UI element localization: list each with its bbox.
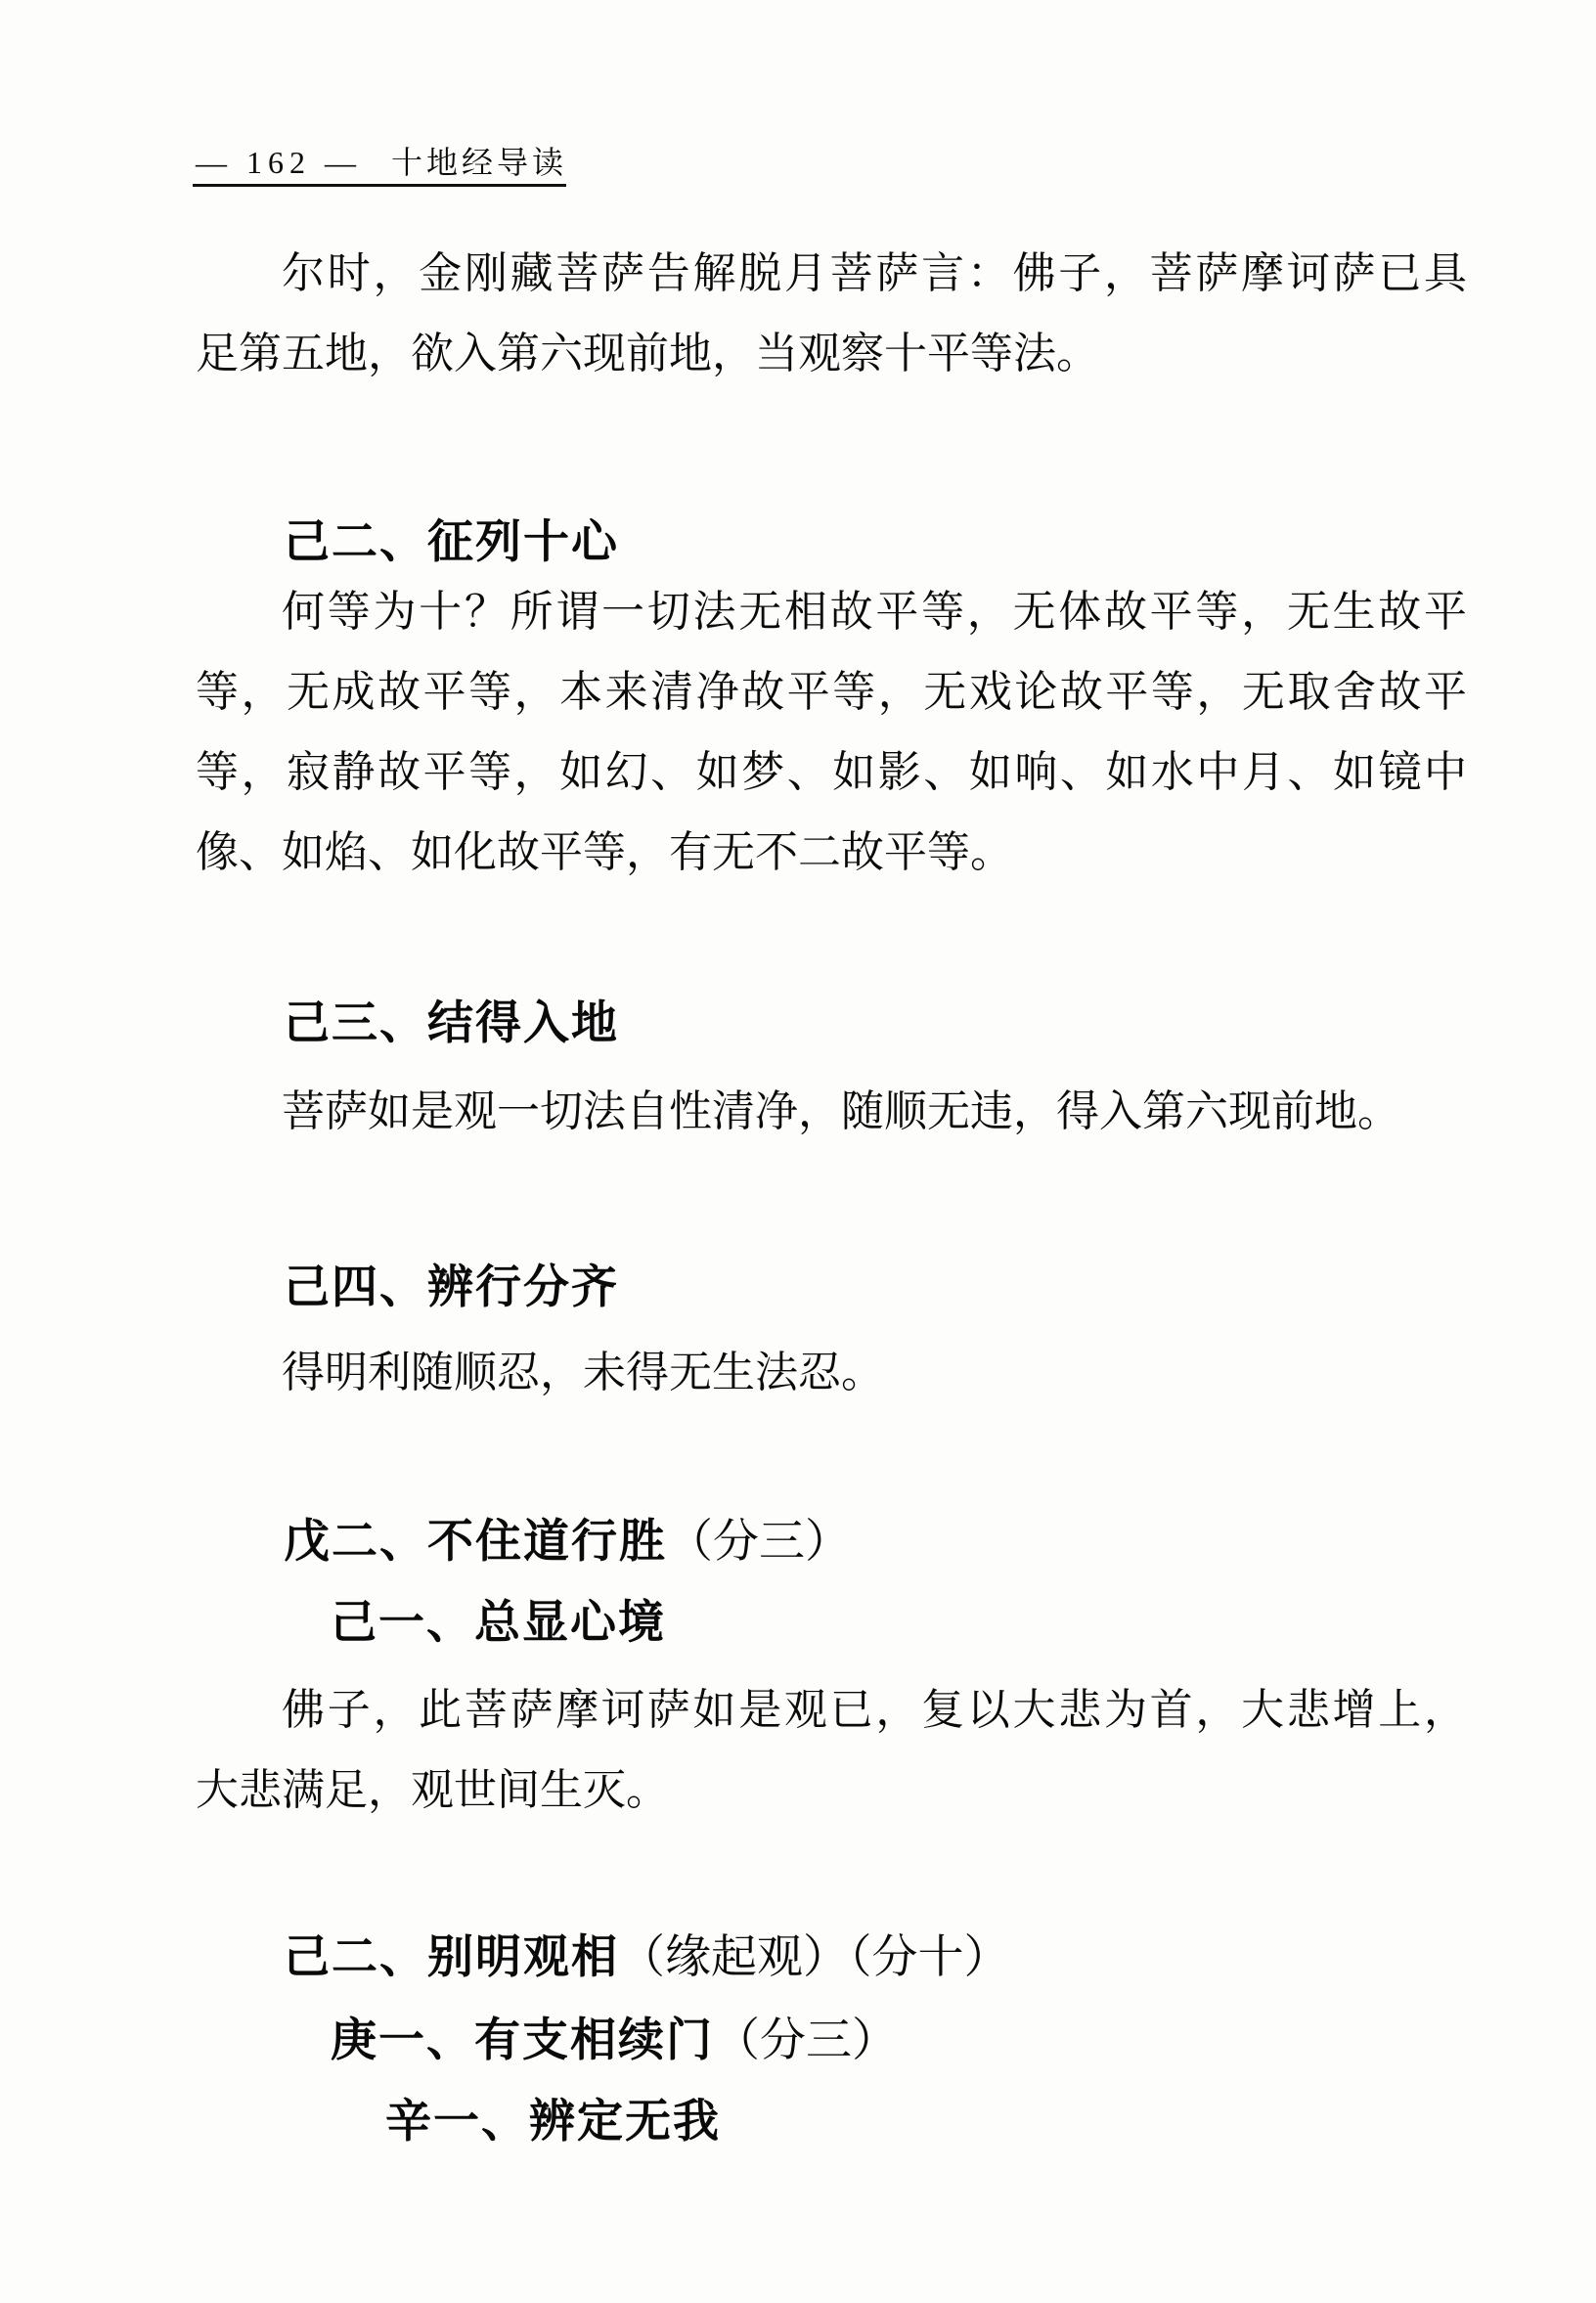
text-line: 等，无成故平等，本来清净故平等，无戏论故平等，无取舍故平 <box>196 668 1467 716</box>
heading-geng1-youzhi <box>331 2011 898 2069</box>
text-line: 何等为十？所谓一切法无相故平等，无体故平等，无生故平 <box>282 588 1467 636</box>
paragraph-ten-equalities <box>196 572 1467 893</box>
heading-ji2-zhenglie <box>284 512 619 571</box>
text-line: 像、如焰、如化故平等，有无不二故平等。 <box>196 828 1013 876</box>
page-number: — 162 — <box>196 145 362 180</box>
heading-ji4-bianxing <box>284 1258 619 1316</box>
heading-text: 己二、征列十心 <box>284 515 619 567</box>
book-title: 十地经导读 <box>391 145 568 180</box>
heading-main: 己二、别明观相 <box>284 1930 619 1982</box>
heading-paren: （分三） <box>667 1515 851 1567</box>
heading-paren: （分三） <box>714 2014 898 2065</box>
text-line: 大悲满足，观世间生灭。 <box>196 1766 669 1814</box>
paragraph-great-compassion <box>196 1670 1467 1831</box>
text-line: 得明利随顺忍，未得无生法忍。 <box>282 1349 884 1396</box>
text-line: 足第五地，欲入第六现前地，当观察十平等法。 <box>196 330 1099 377</box>
text-line: 尔时，金刚藏菩萨告解脱月菩萨言：佛子，菩萨摩诃萨已具 <box>282 249 1467 297</box>
paragraph-forbearance <box>196 1333 1467 1413</box>
heading-main: 庚一、有支相续门 <box>331 2014 714 2065</box>
heading-ji3-jiede <box>284 994 619 1052</box>
paragraph-entering-ground <box>196 1072 1467 1152</box>
heading-xin1-bianding <box>385 2092 721 2150</box>
heading-text: 己三、结得入地 <box>284 996 619 1048</box>
heading-wu2-buzhudao <box>284 1512 851 1571</box>
text-line: 等，寂静故平等，如幻、如梦、如影、如响、如水中月、如镜中 <box>196 748 1467 796</box>
running-header <box>196 143 567 182</box>
text-line: 菩萨如是观一切法自性清净，随顺无违，得入第六现前地。 <box>282 1087 1400 1135</box>
text-line: 佛子，此菩萨摩诃萨如是观已，复以大悲为首，大悲增上， <box>282 1686 1467 1734</box>
heading-text: 己四、辨行分齐 <box>284 1261 619 1312</box>
heading-paren-yuanqiguan: （缘起观） <box>619 1930 849 1982</box>
header-rule <box>193 184 566 187</box>
heading-main: 戊二、不住道行胜 <box>284 1515 667 1567</box>
heading-ji2-bieming <box>284 1927 1010 1986</box>
paragraph-intro <box>196 234 1467 394</box>
heading-ji1-zongxian <box>331 1593 666 1652</box>
heading-text: 己一、总显心境 <box>331 1596 666 1648</box>
heading-paren-fenshi: （分十） <box>849 1930 1010 1982</box>
heading-text: 辛一、辨定无我 <box>385 2095 721 2147</box>
